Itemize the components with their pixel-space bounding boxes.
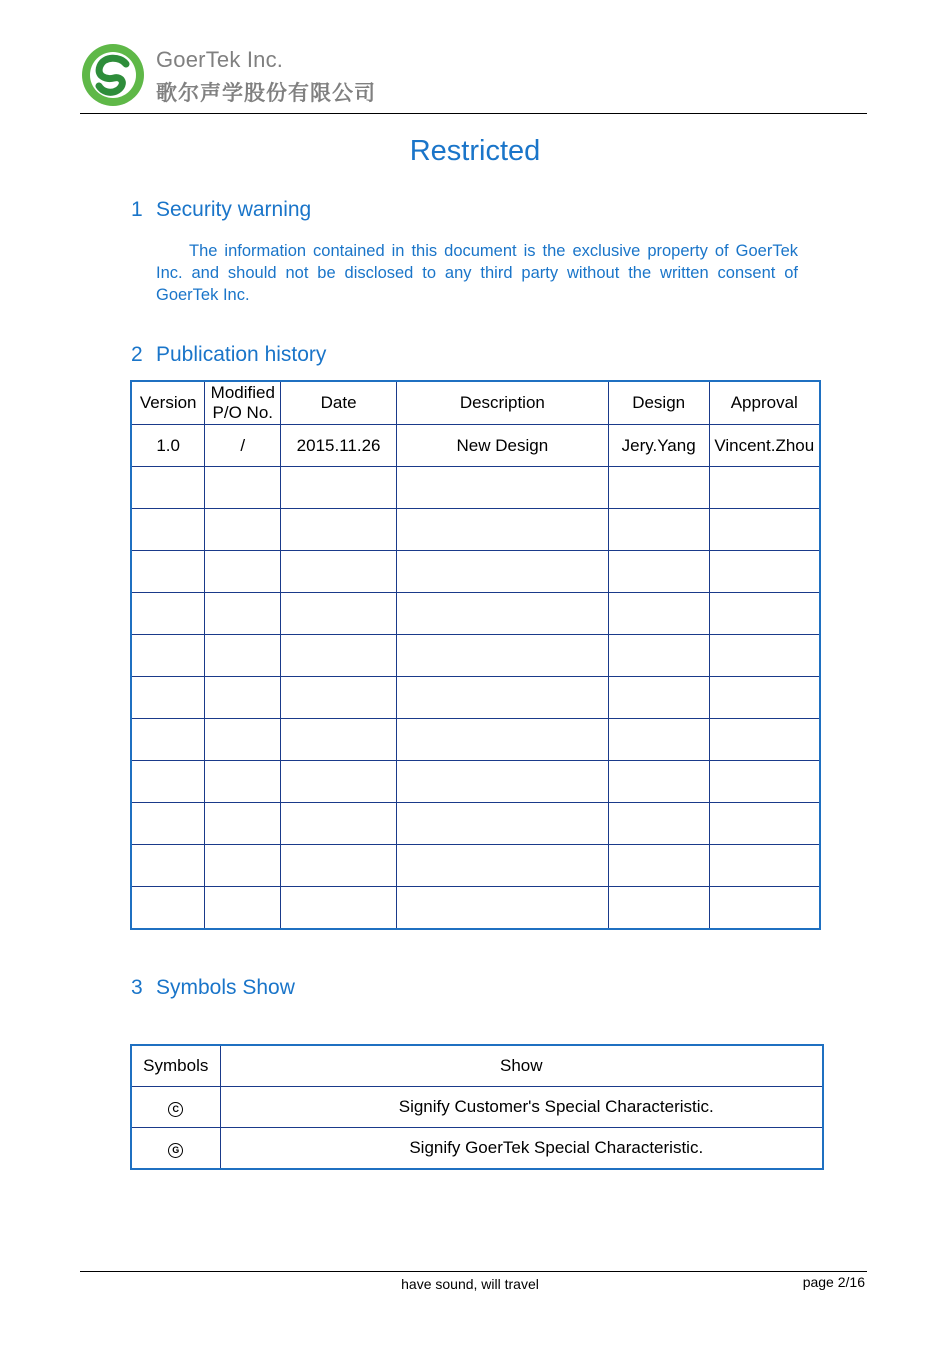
company-name-en: GoerTek Inc. (156, 47, 284, 72)
table-row (131, 1128, 823, 1170)
footer-divider (80, 1271, 867, 1272)
customer-characteristic-icon: C (168, 1102, 183, 1117)
cell-modified: / (205, 425, 281, 467)
cell-design: Jery.Yang (608, 425, 709, 467)
section-number: 2 (131, 343, 143, 366)
symbols-table (130, 1044, 824, 1170)
company-name-cn: 歌尔声学股份有限公司 (156, 81, 376, 105)
section-title: Symbols Show (156, 976, 295, 999)
table-row (131, 509, 820, 551)
column-header: Date (281, 381, 397, 425)
table-row (131, 593, 820, 635)
security-warning-body: The information contained in this document is the exclusive property of GoerTek Inc. and should not be disclosed to any third party without the written consent of GoerTek Inc. (156, 242, 798, 304)
column-header: Version (131, 381, 205, 425)
goertek-characteristic-icon: G (168, 1143, 183, 1158)
publication-history-table (130, 380, 821, 930)
section-number: 1 (131, 198, 143, 221)
column-header: Show (220, 1045, 823, 1087)
section-title: Security warning (156, 198, 312, 221)
table-row (131, 467, 820, 509)
table-row (131, 803, 820, 845)
cell-version: 1.0 (131, 425, 205, 467)
column-header: Design (608, 381, 709, 425)
cell-show: Signify GoerTek Special Characteristic. (220, 1128, 823, 1170)
table-header-row (131, 381, 820, 425)
footer-motto: have sound, will travel (401, 1276, 539, 1292)
goertek-logo-icon (80, 42, 148, 108)
section-heading-security (131, 198, 311, 222)
table-row (131, 887, 820, 930)
column-header: Modified P/O No. (205, 381, 281, 425)
table-row (131, 635, 820, 677)
section-number: 3 (131, 976, 143, 999)
table-row (131, 677, 820, 719)
cell-approval: Vincent.Zhou (709, 425, 820, 467)
section-title: Publication history (156, 343, 327, 366)
section-heading-history (131, 343, 326, 367)
table-row (131, 719, 820, 761)
column-header: Approval (709, 381, 820, 425)
page-title: Restricted (409, 135, 541, 167)
cell-show: Signify Customer's Special Characteristic. (220, 1087, 823, 1128)
security-warning-text (156, 240, 798, 306)
table-row (131, 845, 820, 887)
table-row (131, 551, 820, 593)
table-header-row (131, 1045, 823, 1087)
page-number: page 2/16 (802, 1274, 865, 1290)
column-header: Description (396, 381, 608, 425)
cell-date: 2015.11.26 (281, 425, 397, 467)
cell-description: New Design (396, 425, 608, 467)
table-row (131, 1087, 823, 1128)
header-divider (80, 113, 867, 114)
section-heading-symbols (131, 976, 295, 1000)
column-header: Symbols (131, 1045, 220, 1087)
table-row (131, 425, 820, 467)
table-row (131, 761, 820, 803)
company-logo (80, 42, 390, 108)
